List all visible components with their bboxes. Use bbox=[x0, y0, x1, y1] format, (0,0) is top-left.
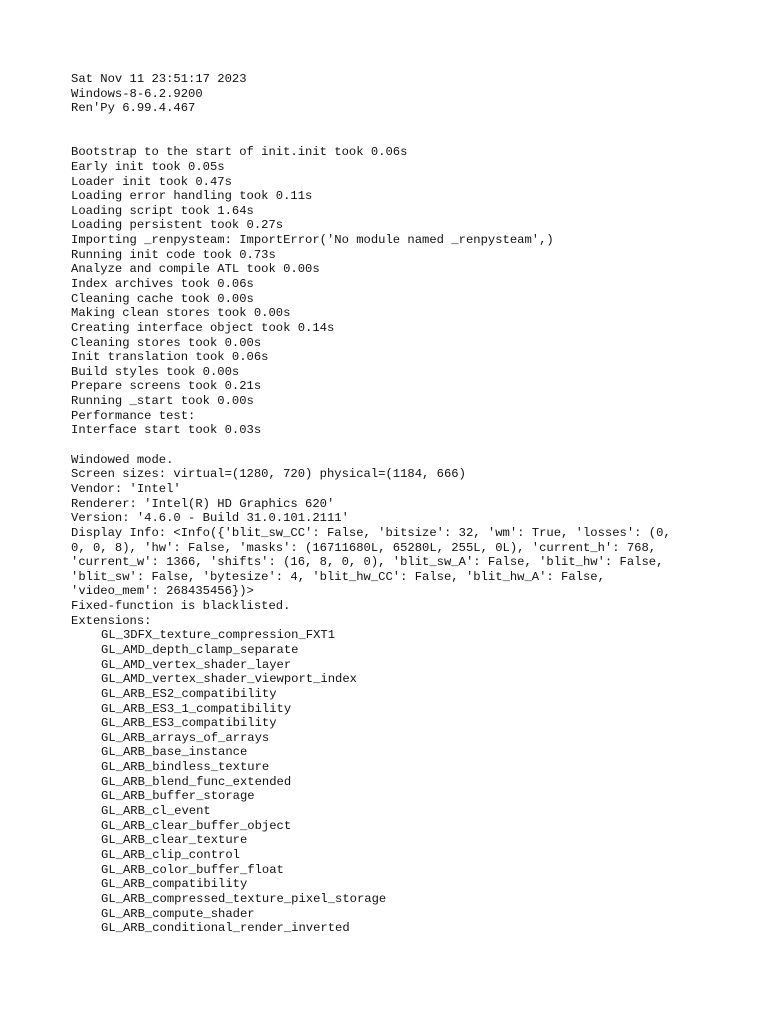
extension-item: GL_ARB_clip_control bbox=[101, 847, 240, 862]
log-line: Extensions: bbox=[71, 613, 152, 628]
extension-item: GL_AMD_vertex_shader_viewport_index bbox=[101, 672, 357, 687]
log-line: Screen sizes: virtual=(1280, 720) physical=(1184, 666) bbox=[71, 467, 466, 482]
log-line: Display Info: <Info({'blit_sw_CC': False, 'bitsize': 32, 'wm': True, 'losses': (0, bbox=[71, 525, 671, 540]
extension-item: GL_ARB_ES2_compatibility bbox=[101, 686, 277, 701]
log-line: Sat Nov 11 23:51:17 2023 bbox=[71, 72, 247, 86]
log-line: Windowed mode. bbox=[71, 452, 174, 467]
init-log bbox=[71, 145, 751, 438]
log-line: Build styles took 0.00s bbox=[71, 364, 240, 379]
log-line: Cleaning stores took 0.00s bbox=[71, 335, 262, 350]
log-line: Analyze and compile ATL took 0.00s bbox=[71, 262, 320, 277]
extension-item: GL_ARB_buffer_storage bbox=[101, 789, 255, 804]
log-line: Performance test: bbox=[71, 408, 196, 423]
extension-item: GL_AMD_depth_clamp_separate bbox=[101, 643, 299, 657]
spacer bbox=[71, 116, 751, 145]
log-line: 'blit_sw': False, 'bytesize': 4, 'blit_hw_CC': False, 'blit_hw_A': False, bbox=[71, 569, 605, 584]
log-line: Init translation took 0.06s bbox=[71, 350, 269, 365]
extension-item: GL_ARB_conditional_render_inverted bbox=[101, 921, 350, 936]
extension-item: GL_3DFX_texture_compression_FXT1 bbox=[101, 628, 336, 643]
extension-item: GL_ARB_arrays_of_arrays bbox=[101, 730, 270, 745]
log-line: Loader init took 0.47s bbox=[71, 174, 232, 189]
log-line: Making clean stores took 0.00s bbox=[71, 306, 291, 321]
log-line: Loading script took 1.64s bbox=[71, 203, 254, 218]
spacer bbox=[71, 438, 751, 453]
log-line: Cleaning cache took 0.00s bbox=[71, 291, 254, 306]
log-line: Running init code took 0.73s bbox=[71, 247, 276, 262]
log-line: Creating interface object took 0.14s bbox=[71, 320, 335, 335]
log-line: Renderer: 'Intel(R) HD Graphics 620' bbox=[71, 496, 335, 511]
log-line: Loading persistent took 0.27s bbox=[71, 218, 284, 233]
log-line: 'current_w': 1366, 'shifts': (16, 8, 0, 0), 'blit_sw_A': False, 'blit_hw': False, bbox=[71, 555, 664, 570]
extension-item: GL_ARB_color_buffer_float bbox=[101, 862, 284, 877]
log-line: Interface start took 0.03s bbox=[71, 423, 262, 438]
log-line: Fixed-function is blacklisted. bbox=[71, 599, 291, 614]
log-line: Prepare screens took 0.21s bbox=[71, 379, 262, 394]
extension-item: GL_ARB_ES3_1_compatibility bbox=[101, 701, 292, 716]
extension-item: GL_ARB_clear_buffer_object bbox=[101, 818, 292, 833]
log-line: Vendor: 'Intel' bbox=[71, 481, 181, 496]
log-line: 'video_mem': 268435456})> bbox=[71, 584, 254, 599]
display-log bbox=[71, 453, 751, 629]
extension-item: GL_ARB_bindless_texture bbox=[101, 760, 270, 775]
extension-item: GL_ARB_ES3_compatibility bbox=[101, 716, 277, 731]
log-line: Bootstrap to the start of init.init took 0.06s bbox=[71, 145, 408, 160]
log-line: Early init took 0.05s bbox=[71, 159, 225, 174]
log-line: Running _start took 0.00s bbox=[71, 394, 254, 409]
log-line: Windows-8-6.2.9200 bbox=[71, 86, 203, 101]
log-line: Loading error handling took 0.11s bbox=[71, 189, 313, 204]
log-line: Importing _renpysteam: ImportError('No module named _renpysteam',) bbox=[71, 233, 554, 248]
log-header bbox=[71, 72, 751, 116]
log-line: Index archives took 0.06s bbox=[71, 276, 254, 291]
extension-item: GL_ARB_blend_func_extended bbox=[101, 774, 292, 789]
extension-item: GL_ARB_compressed_texture_pixel_storage bbox=[101, 891, 387, 906]
extension-item: GL_ARB_compute_shader bbox=[101, 906, 255, 921]
extension-item: GL_ARB_clear_texture bbox=[101, 833, 248, 848]
extensions-list bbox=[71, 628, 751, 935]
log-document bbox=[71, 72, 751, 936]
log-line: Ren'Py 6.99.4.467 bbox=[71, 101, 196, 116]
extension-item: GL_ARB_base_instance bbox=[101, 745, 248, 760]
extension-item: GL_ARB_compatibility bbox=[101, 877, 248, 892]
extension-item: GL_ARB_cl_event bbox=[101, 804, 211, 819]
extension-item: GL_AMD_vertex_shader_layer bbox=[101, 657, 292, 672]
log-line: Version: '4.6.0 - Build 31.0.101.2111' bbox=[71, 511, 349, 526]
log-line: 0, 0, 8), 'hw': False, 'masks': (16711680L, 65280L, 255L, 0L), 'current_h': 768, bbox=[71, 540, 657, 555]
